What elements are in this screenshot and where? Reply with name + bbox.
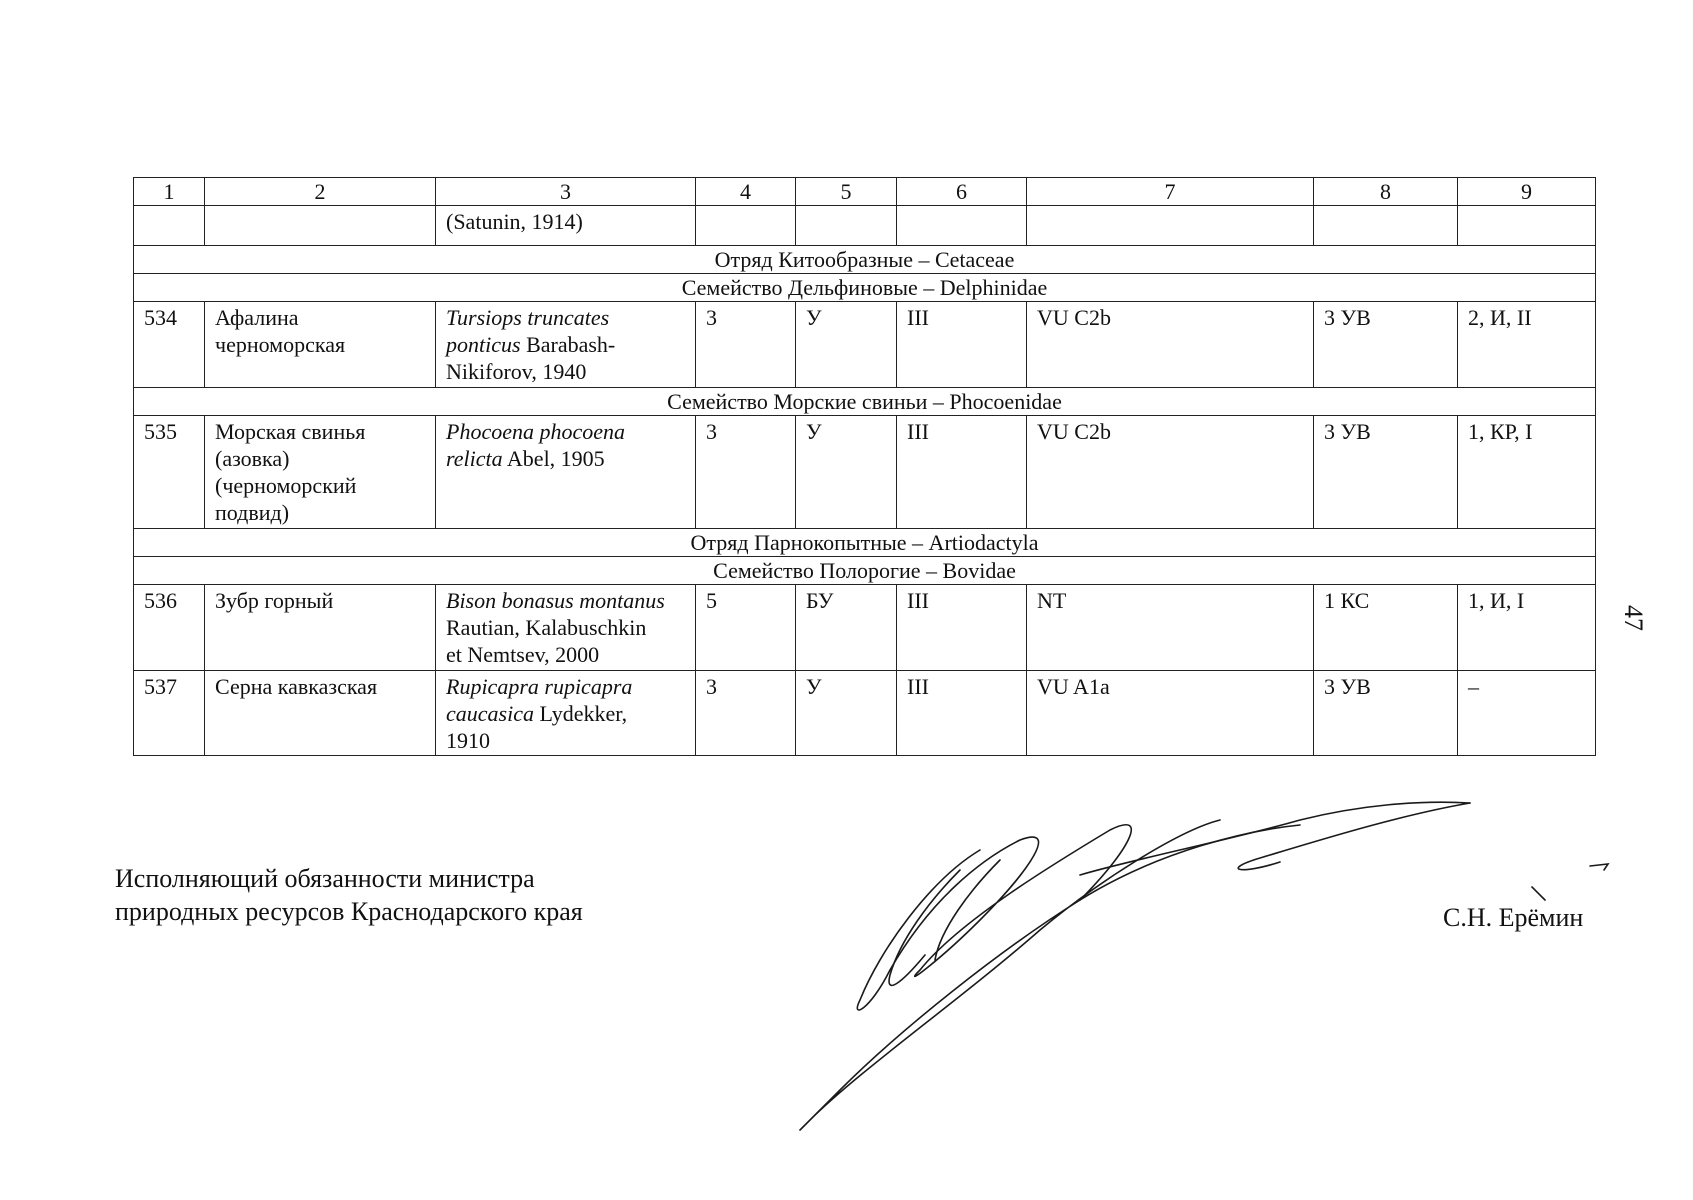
column-number: 7 [1027, 178, 1314, 206]
section-heading: Семейство Полорогие – Bovidae [134, 557, 1596, 585]
status-cell: У [796, 416, 897, 529]
row-number: 534 [134, 302, 205, 388]
column-number: 6 [897, 178, 1027, 206]
rank-cell: 3 УВ [1314, 416, 1458, 529]
code-cell: 1, И, I [1458, 585, 1596, 671]
rank-cell: 1 КС [1314, 585, 1458, 671]
signatory-title-line: Исполняющий обязанности министра [115, 864, 535, 893]
rank-cell: 3 УВ [1314, 671, 1458, 756]
class-cell: III [897, 671, 1027, 756]
signatory-name: С.Н. Ерёмин [1443, 903, 1584, 932]
code-cell: 2, И, II [1458, 302, 1596, 388]
section-heading: Семейство Морские свиньи – Phocoenidae [134, 388, 1596, 416]
species-name: Афалина черноморская [205, 302, 436, 388]
row-number: 537 [134, 671, 205, 756]
iucn-cell: NT [1027, 585, 1314, 671]
iucn-cell: VU C2b [1027, 302, 1314, 388]
section-heading: Отряд Китообразные – Cetaceae [134, 246, 1596, 274]
category-cell: 3 [696, 416, 796, 529]
class-cell: III [897, 585, 1027, 671]
status-cell: У [796, 302, 897, 388]
species-name: Морская свинья (азовка) (черноморский подвид) [205, 416, 436, 529]
status-cell: БУ [796, 585, 897, 671]
latin-name: Rupicapra rupicapra caucasica Lydekker, 1910 [436, 671, 696, 756]
column-number: 4 [696, 178, 796, 206]
iucn-cell: VU A1a [1027, 671, 1314, 756]
species-name: Серна кавказская [205, 671, 436, 756]
latin-name: Phocoena phocoena relicta Abel, 1905 [436, 416, 696, 529]
rank-cell: 3 УВ [1314, 302, 1458, 388]
category-cell: 3 [696, 302, 796, 388]
category-cell: 3 [696, 671, 796, 756]
column-number: 9 [1458, 178, 1596, 206]
latin-name: Bison bonasus montanus Rautian, Kalabuschkin et Nemtsev, 2000 [436, 585, 696, 671]
column-number: 8 [1314, 178, 1458, 206]
row-number: 535 [134, 416, 205, 529]
column-number: 5 [796, 178, 897, 206]
code-cell: 1, КР, I [1458, 416, 1596, 529]
column-number: 1 [134, 178, 205, 206]
page-number: 47 [1619, 605, 1648, 631]
row-number: 536 [134, 585, 205, 671]
section-heading: Семейство Дельфиновые – Delphinidae [134, 274, 1596, 302]
class-cell: III [897, 302, 1027, 388]
column-number: 2 [205, 178, 436, 206]
cell: (Satunin, 1914) [436, 206, 696, 246]
species-name: Зубр горный [205, 585, 436, 671]
latin-name: Tursiops truncates ponticus Barabash- Nikiforov, 1940 [436, 302, 696, 388]
status-cell: У [796, 671, 897, 756]
category-cell: 5 [696, 585, 796, 671]
section-heading: Отряд Парнокопытные – Artiodactyla [134, 529, 1596, 557]
class-cell: III [897, 416, 1027, 529]
signatory-title-line: природных ресурсов Краснодарского края [115, 897, 583, 926]
iucn-cell: VU C2b [1027, 416, 1314, 529]
code-cell: – [1458, 671, 1596, 756]
column-number: 3 [436, 178, 696, 206]
